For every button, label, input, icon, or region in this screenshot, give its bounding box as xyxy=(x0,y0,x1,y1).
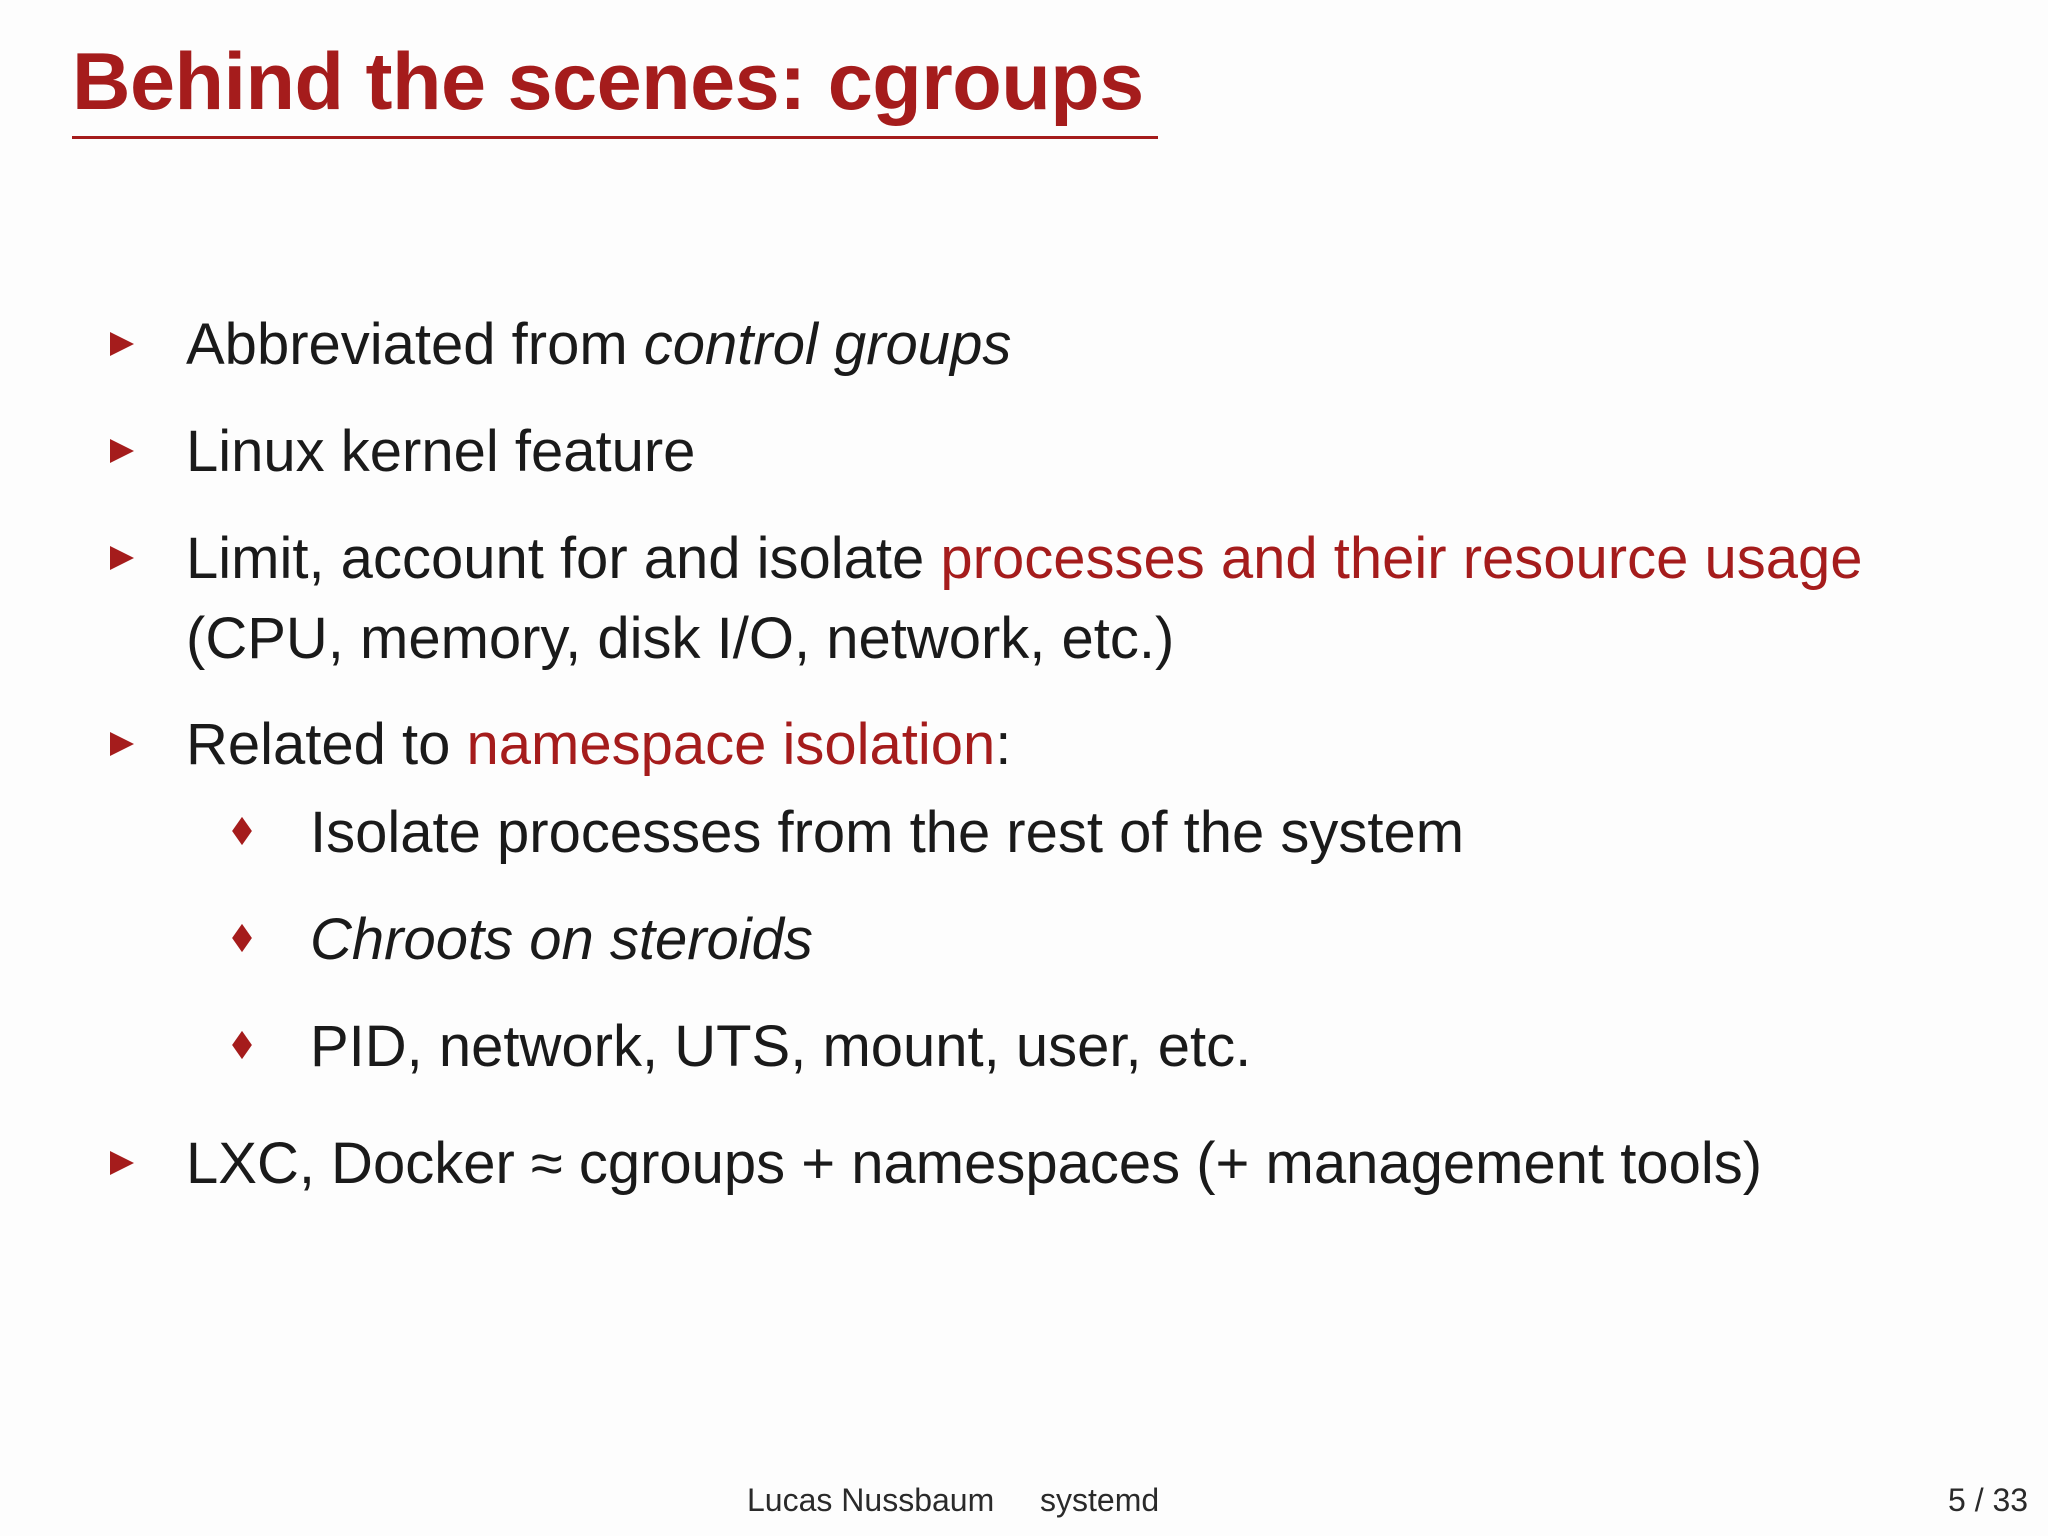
footer-talk-title: systemd xyxy=(1040,1482,1160,1518)
bullet-text: Limit, account for and isolate xyxy=(186,526,941,591)
diamond-bullet-icon xyxy=(232,924,252,952)
bullet-item xyxy=(186,519,1863,679)
bullet-text: Related to xyxy=(186,712,467,777)
sub-bullet-item xyxy=(310,900,813,980)
triangle-bullet-icon xyxy=(110,439,134,463)
bullet-item xyxy=(186,412,695,492)
sub-bullet-item xyxy=(310,793,1464,873)
bullet-text: LXC, Docker ≈ cgroups + namespaces (+ management tools) xyxy=(186,1131,1763,1196)
triangle-bullet-icon xyxy=(110,546,134,570)
diamond-bullet-icon xyxy=(232,817,252,845)
diamond-bullet-icon xyxy=(232,1031,252,1059)
bullet-highlight: processes and their resource usage xyxy=(940,526,1863,591)
slide-title: Behind the scenes: cgroups xyxy=(72,37,1144,127)
triangle-bullet-icon xyxy=(110,732,134,756)
bullet-text: Linux kernel feature xyxy=(186,419,696,484)
bullet-emphasis: control groups xyxy=(643,312,1012,377)
footer-author: Lucas Nussbaum xyxy=(747,1482,995,1518)
sub-bullet-text: PID, network, UTS, mount, user, etc. xyxy=(310,1014,1252,1079)
bullet-text: Abbreviated from xyxy=(186,312,644,377)
triangle-bullet-icon xyxy=(110,332,134,356)
sub-bullet-text: Isolate processes from the rest of the system xyxy=(310,800,1465,865)
sub-bullet-item xyxy=(310,1007,1251,1087)
bullet-highlight: namespace isolation xyxy=(466,712,996,777)
triangle-bullet-icon xyxy=(110,1151,134,1175)
bullet-item xyxy=(186,1124,1762,1204)
title-underline xyxy=(72,136,1158,139)
sub-bullet-emphasis: Chroots on steroids xyxy=(310,907,813,972)
bullet-text: : xyxy=(995,712,1012,777)
bullet-item xyxy=(186,305,1011,385)
bullet-item xyxy=(186,705,1011,785)
bullet-text-continuation: (CPU, memory, disk I/O, network, etc.) xyxy=(186,606,1175,671)
page-number: 5 / 33 xyxy=(1948,1482,2029,1518)
